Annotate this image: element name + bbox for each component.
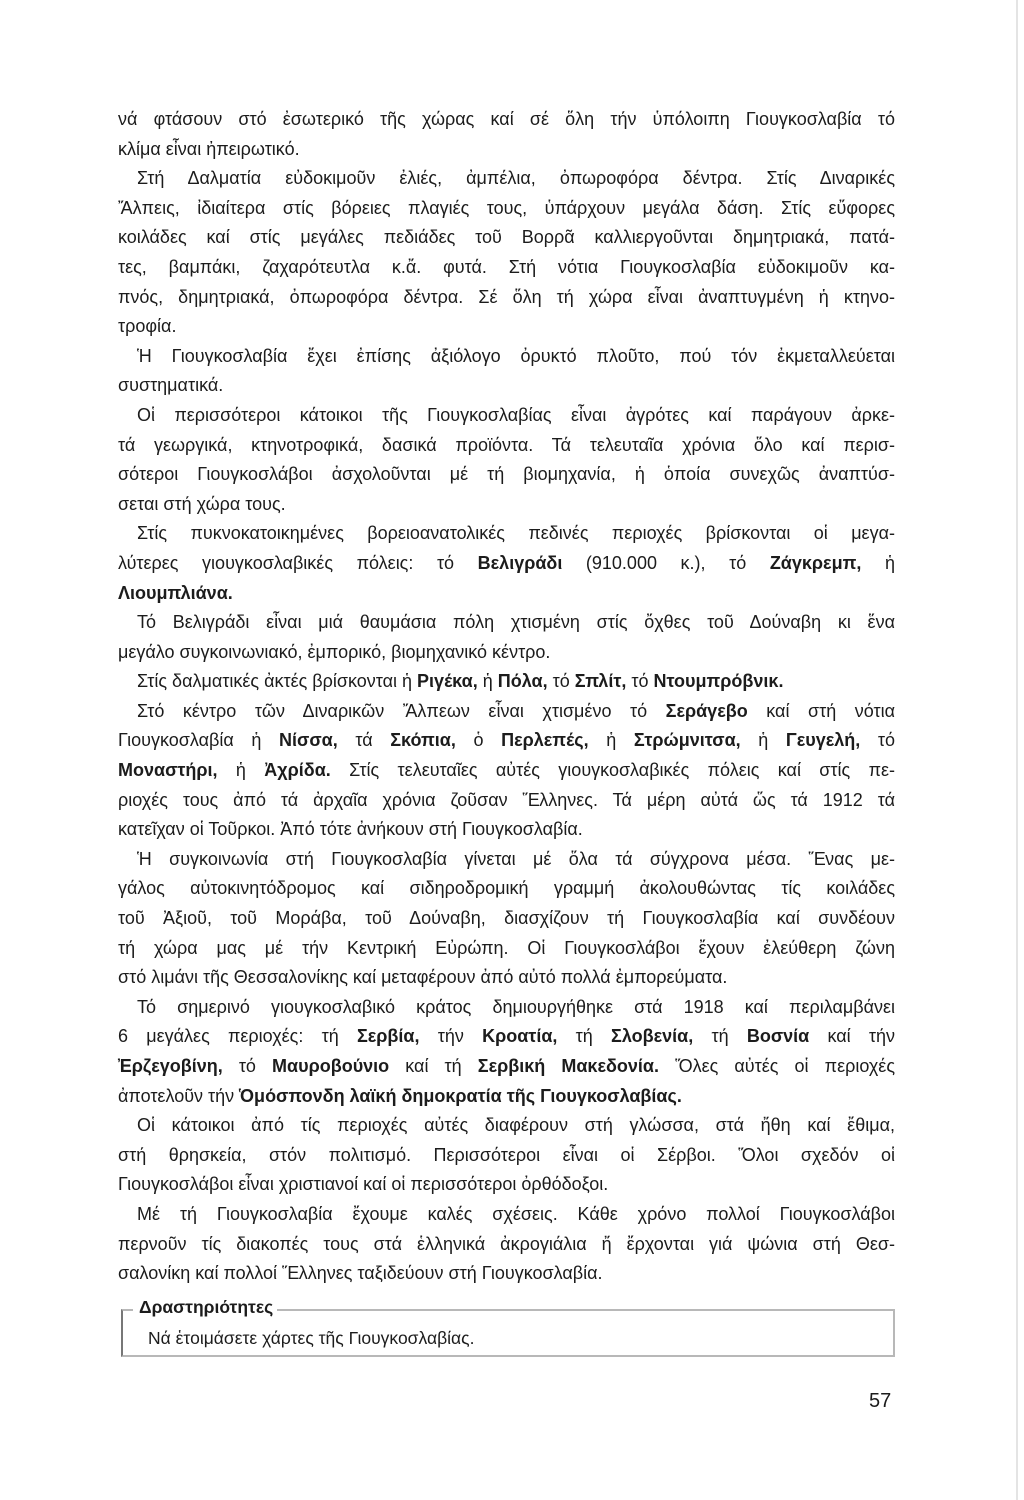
bold-place-name: Βοσνία	[746, 1026, 810, 1047]
text-segment: καί τή	[389, 1056, 478, 1076]
text-segment: τήν	[419, 1026, 483, 1047]
text-segment: Τό Βελιγράδι εἶναι μιά θαυμάσια πόλη χτισμένη στίς ὄχθες τοῦ Δούναβη κι ἕνα	[137, 612, 895, 633]
text-segment: καί στή νότια	[747, 700, 895, 721]
text-segment: τή	[557, 1026, 612, 1047]
text-line	[118, 194, 895, 224]
text-line	[118, 1082, 895, 1112]
bold-place-name: Μαυροβούνιο	[272, 1056, 390, 1076]
page-number: 57	[869, 1390, 892, 1412]
text-segment: Στό κέντρο τῶν Διναρικῶν Ἄλπεων εἶναι χτισμένο τό	[137, 700, 666, 721]
text-line	[118, 904, 895, 934]
text-segment: ὁ	[455, 730, 502, 751]
text-segment: καί τήν	[809, 1026, 896, 1047]
text-segment: Οἱ περισσότεροι κάτοικοι τῆς Γιουγκοσλαβίας εἶναι ἀγρότες καί παράγουν ἀρκε-	[137, 404, 895, 425]
bold-place-name: Ζάγκρεμπ,	[769, 552, 862, 573]
text-line	[118, 401, 895, 431]
text-line	[118, 726, 895, 756]
bold-place-name: Ντουμπρόβνικ.	[653, 671, 784, 692]
text-segment: τή	[693, 1026, 747, 1047]
text-line	[118, 164, 895, 194]
activities-box	[121, 1297, 895, 1357]
paragraph	[118, 1111, 895, 1200]
text-line	[118, 342, 895, 372]
text-segment: τροφία.	[118, 316, 177, 337]
text-segment: σεται στή χώρα τους.	[118, 493, 286, 514]
text-segment: συστηματικά.	[118, 375, 224, 396]
body-text	[118, 105, 895, 1289]
bold-place-name: Σκόπια,	[390, 730, 456, 751]
text-line	[118, 431, 895, 461]
text-line	[118, 608, 895, 638]
text-line	[118, 579, 895, 609]
paragraph	[118, 993, 895, 1111]
paragraph	[118, 105, 895, 164]
text-line	[118, 1259, 895, 1289]
bold-place-name: Μοναστήρι,	[118, 760, 218, 781]
text-segment: Μέ τή Γιουγκοσλαβία ἔχουμε καλές σχέσεις. Κάθε χρόνο πολλοί Γιουγκοσλάβοι	[137, 1203, 895, 1224]
text-line	[118, 519, 895, 549]
bold-place-name: Στρώμνιτσα,	[633, 730, 741, 751]
text-segment: 6 μεγάλες περιοχές: τή	[118, 1026, 357, 1047]
paragraph	[118, 608, 895, 667]
bold-place-name: Ριγέκα,	[417, 671, 478, 692]
text-segment: τό	[860, 730, 896, 751]
text-segment: σαλονίκη καί πολλοί Ἕλληνες ταξιδεύουν στή Γιουγκοσλαβία.	[118, 1263, 603, 1284]
text-line	[118, 490, 895, 520]
text-segment: Οἱ κάτοικοι ἀπό τίς περιοχές αὐτές διαφέρουν στή γλώσσα, στά ἤθη καί ἔθιμα,	[137, 1115, 895, 1136]
bold-place-name: Λιουμπλιάνα.	[118, 582, 233, 603]
bold-place-name: Περλεπές,	[501, 730, 589, 751]
text-segment: Ἡ Γιουγκοσλαβία ἔχει ἐπίσης ἀξιόλογο ὀρυκτό πλοῦτο, πού τόν ἐκμεταλλεύεται	[137, 345, 895, 366]
text-line	[118, 1200, 895, 1230]
text-line	[118, 963, 895, 993]
text-line	[118, 756, 895, 786]
text-segment: Στίς πυκνοκατοικημένες βορειοανατολικές πεδινές περιοχές βρίσκονται οἱ μεγα-	[137, 523, 895, 544]
text-segment: Στίς δαλματικές ἀκτές βρίσκονται ἡ	[137, 671, 418, 692]
bold-place-name: Πόλα,	[497, 671, 548, 692]
text-line	[118, 697, 895, 727]
text-segment: ἡ	[861, 552, 895, 573]
bold-place-name: Βελιγράδι	[477, 552, 563, 573]
text-segment: τό	[547, 671, 575, 692]
paragraph	[118, 667, 895, 697]
bold-place-name: Νίσσα,	[279, 730, 338, 751]
text-segment: τά γεωργικά, κτηνοτροφικά, δασικά προϊόντα. Τά τελευταῖα χρόνια ὅλο καί περισ-	[118, 434, 895, 455]
text-line	[118, 786, 895, 816]
text-line	[118, 549, 895, 579]
bold-place-name: Ἐρζεγοβίνη,	[118, 1056, 223, 1076]
text-segment: κοιλάδες καί στίς μεγάλες πεδιάδες τοῦ Βορρᾶ καλλιεργοῦνται δημητριακά, πατά-	[118, 227, 895, 248]
paragraph	[118, 164, 895, 342]
text-line	[118, 105, 895, 135]
text-segment: ἀποτελοῦν τήν	[118, 1085, 240, 1106]
text-segment: Ἄλπεις, ἰδιαίτερα στίς βόρειες πλαγιές τους, ὑπάρχουν μεγάλα δάση. Στίς εὔφορες	[118, 197, 895, 218]
bold-place-name: Γευγελή,	[785, 730, 861, 751]
text-line	[118, 312, 895, 342]
text-segment: Ὅλες αὐτές οἱ περιοχές	[659, 1056, 896, 1076]
text-segment: ἡ	[217, 760, 265, 781]
text-line	[118, 1052, 895, 1082]
text-line	[118, 1230, 895, 1260]
activities-text: Νά ἑτοιμάσετε χάρτες τῆς Γιουγκοσλαβίας.	[148, 1328, 475, 1348]
bold-place-name: Ἀχρίδα.	[264, 760, 331, 781]
text-segment: στή θρησκεία, στόν πολιτισμό. Περισσότεροι εἶναι οἱ Σέρβοι. Ὅλοι σχεδόν οἱ	[118, 1144, 895, 1165]
text-line	[118, 934, 895, 964]
text-segment: Γιουγκοσλάβοι εἶναι χριστιανοί καί οἱ περισσότεροι ὀρθόδοξοι.	[118, 1174, 609, 1195]
bold-place-name: Σεράγεβο	[665, 700, 748, 721]
scan-edge	[1016, 0, 1018, 1500]
text-line	[118, 993, 895, 1023]
bold-place-name: Σλοβενία,	[611, 1026, 694, 1047]
text-segment: (910.000 κ.), τό	[562, 552, 770, 573]
bold-place-name: Σερβική Μακεδονία.	[477, 1056, 659, 1076]
paragraph	[118, 845, 895, 993]
text-segment: τό	[222, 1056, 273, 1076]
text-segment: τή χώρα μας μέ τήν Κεντρική Εὐρώπη. Οἱ Γιουγκοσλάβοι ἔχουν ἐλεύθερη ζώνη	[118, 937, 895, 958]
text-line	[118, 845, 895, 875]
text-segment: στό λιμάνι τῆς Θεσσαλονίκης καί μεταφέρουν ἀπό αὐτό πολλά ἐμπορεύματα.	[118, 967, 728, 988]
paragraph	[118, 1200, 895, 1289]
text-segment: ἡ	[740, 730, 786, 751]
text-segment: πνός, δημητριακά, ὀπωροφόρα δέντρα. Σέ ὅλη τή χώρα εἶναι ἀναπτυγμένη ἡ κτηνο-	[118, 286, 895, 307]
text-line	[118, 460, 895, 490]
activities-title: Δραστηριότητες	[133, 1297, 277, 1318]
text-segment: τοῦ Ἀξιοῦ, τοῦ Μοράβα, τοῦ Δούναβη, διασχίζουν τή Γιουγκοσλαβία καί συνδέουν	[118, 908, 895, 929]
text-segment: κατεῖχαν οἱ Τοῦρκοι. Ἀπό τότε ἀνήκουν στή Γιουγκοσλαβία.	[118, 819, 583, 840]
paragraph	[118, 342, 895, 401]
text-segment: λύτερες γιουγκοσλαβικές πόλεις: τό	[118, 552, 478, 573]
text-segment: μεγάλο συγκοινωνιακό, ἐμπορικό, βιομηχανικό κέντρο.	[118, 641, 551, 662]
text-line	[118, 1141, 895, 1171]
paragraph	[118, 697, 895, 845]
text-line	[118, 371, 895, 401]
text-segment: τες, βαμπάκι, ζαχαρότευτλα κ.ἄ. φυτά. Στή νότια Γιουγκοσλαβία εὐδοκιμοῦν κα-	[118, 256, 895, 277]
text-line	[118, 874, 895, 904]
text-segment: Τό σημερινό γιουγκοσλαβικό κράτος δημιουργήθηκε στά 1918 καί περιλαμβάνει	[137, 996, 895, 1017]
paragraph	[118, 401, 895, 519]
text-line	[118, 253, 895, 283]
bold-place-name: Σπλίτ,	[574, 671, 627, 692]
paragraph	[118, 519, 895, 608]
text-segment: Γιουγκοσλαβία ἡ	[118, 730, 280, 751]
text-line	[118, 638, 895, 668]
text-segment: νά φτάσουν στό ἐσωτερικό τῆς χώρας καί σέ ὅλη τήν ὑπόλοιπη Γιουγκοσλαβία τό	[118, 109, 895, 129]
text-segment: ἡ	[588, 730, 634, 751]
text-line	[118, 667, 895, 697]
text-segment: Στή Δαλματία εὐδοκιμοῦν ἐλιές, ἀμπέλια, ὀπωροφόρα δέντρα. Στίς Διναρικές	[137, 168, 895, 189]
text-segment: περνοῦν τίς διακοπές τους στά ἑλληνικά ἀκρογιάλια ἤ ἔρχονται γιά ψώνια στή Θεσ-	[118, 1233, 895, 1254]
text-line	[118, 135, 895, 165]
text-segment: Στίς τελευταῖες αὐτές γιουγκοσλαβικές πόλεις καί στίς πε-	[330, 760, 896, 781]
text-line	[118, 1111, 895, 1141]
bold-place-name: Κροατία,	[482, 1026, 558, 1047]
text-line	[118, 283, 895, 313]
bold-place-name: Ὁμόσπονδη λαϊκή δημοκρατία τῆς Γιουγκοσλαβίας.	[239, 1085, 682, 1106]
text-segment: σότεροι Γιουγκοσλάβοι ἀσχολοῦνται μέ τή βιομηχανία, ἡ ὁποία συνεχῶς ἀναπτύσ-	[118, 464, 895, 485]
text-segment: ριοχές τους ἀπό τά ἀρχαῖα χρόνια ζοῦσαν Ἕλληνες. Τά μέρη αὐτά ὥς τά 1912 τά	[118, 789, 895, 810]
text-line	[118, 815, 895, 845]
text-segment: Ἡ συγκοινωνία στή Γιουγκοσλαβία γίνεται μέ ὅλα τά σύγχρονα μέσα. Ἕνας με-	[137, 848, 895, 869]
bold-place-name: Σερβία,	[356, 1026, 420, 1047]
text-line	[118, 1170, 895, 1200]
text-line	[118, 223, 895, 253]
text-line	[118, 1022, 895, 1052]
text-segment: κλίμα εἶναι ἠπειρωτικό.	[118, 138, 300, 159]
text-segment: τό	[626, 671, 654, 692]
text-segment: ἡ	[477, 671, 498, 692]
text-segment: τά	[337, 730, 391, 751]
text-segment: γάλος αὐτοκινητόδρομος καί σιδηροδρομική γραμμή ἀκολουθώντας τίς κοιλάδες	[118, 878, 895, 899]
